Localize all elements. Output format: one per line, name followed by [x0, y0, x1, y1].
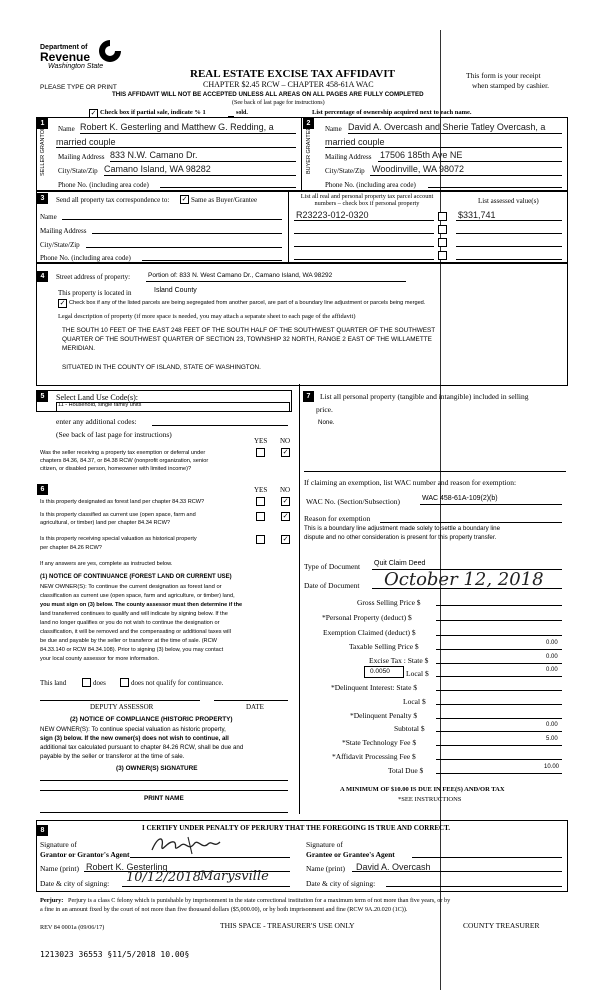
perjury-line-2: a fine in an amount fixed by the court of not more than five thousand dollars ($5,000.00), or by both imprisonment and fine (RCW 9A.20.020 (1C)). — [40, 906, 408, 913]
partial-sale-label: Check box if partial sale, indicate % 1 — [100, 109, 206, 116]
s6-q2-line1: Is this property classified as current use (open space, farm and — [40, 512, 196, 518]
land-use-value: 11 - Household, single family units — [58, 402, 142, 408]
personal-property-checkbox-3[interactable] — [438, 238, 447, 247]
sold-label: sold. — [236, 110, 248, 116]
agency-line3: Washington State — [48, 63, 104, 70]
located-value: Island County — [154, 287, 197, 294]
excise-value: 0.00 — [546, 654, 558, 660]
grantor-sig-label-1: Signature of — [40, 840, 77, 849]
s6-q1-yes-checkbox[interactable] — [256, 497, 265, 506]
processing-fee-label: *Affidavit Processing Fee $ — [332, 752, 416, 761]
section-3-number: 3 — [37, 193, 48, 204]
assessed-value: $331,741 — [458, 210, 496, 220]
s5-q1-line2: chapters 84.36, 84.37, or 84.38 RCW (nonprofit organization, senior — [40, 458, 209, 464]
s6-yes-header: YES — [254, 486, 268, 494]
street-value: Portion of: 833 N. West Camano Dr., Camano Island, WA 98292 — [148, 272, 333, 279]
continuance-line-9: your local county assessor for more information. — [40, 656, 160, 662]
reason-line-1: This is a boundary line adjustment made solely to settle a boundary line — [304, 525, 501, 532]
subtotal-label: Subtotal $ — [394, 724, 425, 733]
buyer-phone-label: Phone No. (including area code) — [325, 181, 416, 189]
total-value: 10.00 — [544, 764, 560, 770]
form-number: REV 84 0001a (09/06/17) — [40, 924, 105, 931]
seller-name-label: Name — [58, 125, 75, 133]
continuance-title: (1) NOTICE OF CONTINUANCE (FOREST LAND OR CURRENT USE) — [40, 574, 232, 580]
section-8-number: 8 — [37, 825, 48, 836]
same-as-buyer-checkbox[interactable]: ✓ — [181, 195, 188, 203]
section-2-number: 2 — [303, 118, 314, 129]
s6-q2-yes-checkbox[interactable] — [256, 512, 265, 521]
grantee-date-label: Date & city of signing: — [306, 879, 376, 888]
certify-statement: I CERTIFY UNDER PENALTY OF PERJURY THAT THE FOREGOING IS TRUE AND CORRECT. — [142, 824, 451, 832]
section-1-number: 1 — [37, 118, 48, 129]
continuance-line-7: be due and payable by the seller or transferor at the time of sale. (RCW — [40, 638, 217, 644]
tech-fee-label: *State Technology Fee $ — [342, 738, 417, 747]
s5-no-header: NO — [280, 437, 291, 445]
wac-label: WAC No. (Section/Subsection) — [306, 497, 400, 506]
s6-if-yes: If any answers are yes, complete as instructed below. — [40, 561, 173, 567]
doc-type-value: Quit Claim Deed — [374, 560, 426, 567]
s6-no-header: NO — [280, 486, 291, 494]
s5-yes-header: YES — [254, 437, 268, 445]
form-subtitle: CHAPTER $2.45 RCW – CHAPTER 458-61A WAC — [203, 80, 374, 89]
parcel-number: R23223-012-0320 — [296, 210, 369, 220]
agency-line1: Department of — [40, 44, 88, 51]
legal-line-2: QUARTER OF THE SOUTHWEST QUARTER OF SECTION 23, TOWNSHIP 32 NORTH, RANGE 2 EAST OF THE WILLAMETTE — [62, 336, 432, 343]
continuance-line-2: classification as current use (open space, farm and agriculture, or timber) land, — [40, 593, 235, 599]
grantor-date-value: 10/12/2018 — [126, 870, 201, 885]
doc-date-label: Date of Document — [304, 581, 360, 590]
list-percentage: List percentage of ownership acquired next to each name. — [312, 109, 472, 116]
buyer-name-value-2: married couple — [325, 137, 385, 147]
seller-grantor-label: SELLER GRANTOR — [40, 125, 46, 176]
continuance-line-5: land no longer qualifies or you do not wish to continue the designation or — [40, 620, 220, 626]
s3-mailing-label: Mailing Address — [40, 227, 87, 235]
treasurer-use-only: THIS SPACE - TREASURER'S USE ONLY — [220, 921, 355, 930]
continuance-line-6: classification, it will be removed and the compensating or additional taxes will — [40, 629, 231, 635]
s5-q1-line1: Was the seller receiving a property tax exemption or deferral under — [40, 450, 206, 456]
subtotal-value: 0.00 — [546, 722, 558, 728]
seller-name-value-2: married couple — [56, 137, 116, 147]
acceptance-warning: THIS AFFIDAVIT WILL NOT BE ACCEPTED UNLESS ALL AREAS ON ALL PAGES ARE FULLY COMPLETED — [112, 91, 424, 98]
reason-label: Reason for exemption — [304, 514, 371, 523]
date-label: DATE — [246, 703, 264, 711]
excise-label: Excise Tax : State $ — [369, 656, 429, 665]
s6-q3-yes-checkbox[interactable] — [256, 535, 265, 544]
grantor-name-label: Name (print) — [40, 864, 79, 873]
continuance-line-1: NEW OWNER(S): To continue the current designation as forest land or — [40, 584, 222, 590]
legal-line-1: THE SOUTH 10 FEET OF THE EAST 248 FEET OF THE SOUTH HALF OF THE SOUTHWEST QUARTER OF THE SOUTHWEST — [62, 327, 436, 334]
personal-property-label: List all personal property (tangible and intangible) included in selling — [320, 392, 529, 401]
personal-property-checkbox-4[interactable] — [438, 251, 447, 260]
wac-value: WAC 458-61A-109(2)(b) — [422, 495, 498, 502]
grantee-sig-label-2: Grantee or Grantee's Agent — [306, 850, 395, 859]
compliance-line-2: sign (3) below. If the new owner(s) does not wish to continue, all — [40, 735, 229, 742]
compliance-line-3: additional tax calculated pursuant to chapter 84.26 RCW, shall be due and — [40, 744, 244, 751]
s5-q1-no-checkbox[interactable]: ✓ — [282, 448, 289, 456]
deputy-assessor-label: DEPUTY ASSESSOR — [90, 703, 154, 711]
receipt-line2: when stamped by cashier. — [472, 81, 550, 90]
seller-name-value: Robert K. Gesterling and Matthew G. Redding, a — [80, 122, 274, 132]
gross-label: Gross Selling Price $ — [357, 598, 421, 607]
buyer-grantee-label: BUYER GRANTEE — [306, 126, 312, 174]
local-label: Local $ — [406, 669, 429, 678]
section-4-number: 4 — [37, 271, 48, 282]
s6-q2-no-checkbox[interactable]: ✓ — [282, 512, 289, 520]
owner-signature-label: (3) OWNER(S) SIGNATURE — [116, 765, 198, 772]
same-as-buyer-label: Same as Buyer/Grantee — [191, 196, 258, 204]
s6-q3-line1: Is this property receiving special valuation as historical property — [40, 536, 197, 542]
s6-q1: Is this property designated as forest land per chapter 84.33 RCW? — [40, 499, 205, 505]
send-correspondence-label: Send all property tax correspondence to: — [56, 196, 170, 204]
doc-type-label: Type of Document — [304, 562, 361, 571]
perjury-label: Perjury: — [40, 897, 64, 904]
section-6-number: 6 — [37, 484, 48, 495]
segregated-checkbox[interactable]: ✓ — [59, 299, 66, 307]
additional-codes-label: enter any additional codes: — [56, 417, 137, 426]
county-treasurer: COUNTY TREASURER — [463, 921, 540, 930]
grantor-city-value: Marysville — [200, 869, 269, 884]
land-does-checkbox[interactable] — [82, 678, 91, 687]
tech-fee-value: 5.00 — [546, 736, 558, 742]
does-not-label: does not qualify for continuance. — [131, 679, 224, 687]
s3-name-label: Name — [40, 213, 57, 221]
personal-property-checkbox-1[interactable] — [438, 212, 447, 221]
column-divider — [299, 384, 300, 814]
seller-mailing-value: 833 N.W. Camano Dr. — [110, 150, 198, 160]
seller-city-value: Camano Island, WA 98282 — [104, 164, 211, 174]
s5-q1-line3: citizen, or disabled person, homeowner with limited income)? — [40, 466, 192, 472]
local-value: 0.00 — [546, 667, 558, 673]
continuance-line-8: 84.33.140 or RCW 84.34.108). Prior to signing (3) below, you may contact — [40, 647, 224, 653]
buyer-city-label: City/State/Zip — [325, 167, 365, 175]
buyer-city-value: Woodinville, WA 98072 — [372, 164, 465, 174]
recording-stamp: 1213023 36553 §11/5/2018 10.00§ — [40, 950, 190, 959]
s5-see-back: (See back of last page for instructions) — [56, 430, 172, 439]
buyer-mailing-value: 17506 185th Ave NE — [380, 150, 463, 160]
located-label: This property is located in — [58, 289, 132, 297]
segregated-label: Check box if any of the listed parcels are being segregated from another parcel, are part of a boundary line adjustment or parcels being merged. — [69, 300, 426, 306]
receipt-line1: This form is your receipt — [466, 71, 541, 80]
personal-property-value: None. — [318, 419, 335, 426]
exemption-claim-label: If claiming an exemption, list WAC number and reason for exemption: — [304, 478, 517, 487]
delinquent-penalty-label: *Delinquent Penalty $ — [350, 711, 418, 720]
grantee-sig-label-1: Signature of — [306, 840, 343, 849]
print-name-label: PRINT NAME — [144, 795, 184, 802]
continuance-line-3: you must sign on (3) below. The county assessor must then determine if the — [40, 602, 243, 608]
s5-q1-yes-checkbox[interactable] — [256, 448, 265, 457]
personal-deduct-label: *Personal Property (deduct) $ — [322, 613, 412, 622]
agency-line2: Revenue — [40, 50, 91, 64]
seller-phone-label: Phone No. (including area code) — [58, 181, 149, 189]
seller-city-label: City/State/Zip — [58, 167, 98, 175]
grantee-name-label: Name (print) — [306, 864, 345, 873]
compliance-line-4: payable by the seller or transferor at the time of sale. — [40, 753, 185, 760]
rate-value: 0.0050 — [370, 668, 390, 675]
taxable-label: Taxable Selling Price $ — [349, 642, 419, 651]
legal-label: Legal description of property (if more space is needed, you may attach a separate sheet to each page of the affidavit) — [58, 313, 356, 320]
s3-phone-label: Phone No. (including area code) — [40, 254, 131, 262]
grantor-sig-label-2: Grantor or Grantor's Agent — [40, 850, 130, 859]
delinquent-local-label: Local $ — [403, 697, 426, 706]
land-does-not-checkbox[interactable] — [120, 678, 129, 687]
grantor-signature — [148, 834, 228, 858]
delinquent-interest-label: *Delinquent Interest: State $ — [331, 683, 418, 692]
s6-q3-no-checkbox[interactable]: ✓ — [282, 535, 289, 543]
s6-q3-line2: per chapter 84.26 RCW? — [40, 545, 102, 551]
buyer-name-label: Name — [325, 125, 342, 133]
buyer-name-value: David A. Overcash and Sherie Tatley Overcash, a — [348, 122, 546, 132]
form-title: REAL ESTATE EXCISE TAX AFFIDAVIT — [190, 68, 395, 80]
perjury-line-1: Perjury is a class C felony which is punishable by imprisonment in the state correctional institution for a maximum term of not more than five years, or by — [68, 897, 451, 904]
assessed-header: List assessed value(s) — [478, 197, 539, 205]
seller-mailing-label: Mailing Address — [58, 153, 105, 161]
buyer-mailing-label: Mailing Address — [325, 153, 372, 161]
type-or-print: PLEASE TYPE OR PRINT — [40, 84, 117, 91]
s6-q2-line2: agricultural, or timber) land per chapter 84.34 RCW? — [40, 520, 170, 526]
land-use-label: Select Land Use Code(s): — [56, 393, 138, 402]
grantor-date-label: Date & city of signing: — [40, 879, 110, 888]
compliance-title: (2) NOTICE OF COMPLIANCE (HISTORIC PROPERTY) — [70, 716, 233, 723]
does-label: does — [93, 679, 106, 687]
s3-city-label: City/State/Zip — [40, 241, 80, 249]
section-7-number: 7 — [303, 391, 314, 402]
partial-sale-checkbox[interactable]: ✓ — [90, 109, 97, 117]
doc-date-value: October 12, 2018 — [384, 569, 544, 590]
logo-swoosh-icon — [96, 38, 124, 66]
minimum-due: A MINIMUM OF $10.00 IS DUE IN FEE(S) AND/OR TAX — [340, 786, 505, 793]
taxable-value: 0.00 — [546, 640, 558, 646]
grantor-name-value: Robert K. Gesterling — [86, 862, 168, 872]
land-does-label: This land — [40, 679, 67, 687]
see-back-instructions: (See back of last page for instructions) — [232, 100, 325, 106]
street-label: Street address of property: — [56, 273, 131, 281]
s6-q1-no-checkbox[interactable]: ✓ — [282, 497, 289, 505]
legal-line-4: SITUATED IN THE COUNTY OF ISLAND, STATE OF WASHINGTON. — [62, 364, 261, 371]
exemption-deduct-label: Exemption Claimed (deduct) $ — [323, 628, 416, 637]
parcel-header: List all real and personal property tax parcel account numbers – check box if personal property — [300, 193, 434, 207]
grantee-name-value: David A. Overcash — [356, 862, 431, 872]
section-5-number: 5 — [37, 391, 48, 402]
personal-property-checkbox-2[interactable] — [438, 225, 447, 234]
personal-property-label-2: price. — [316, 405, 333, 414]
see-instructions: *SEE INSTRUCTIONS — [398, 796, 462, 803]
total-label: Total Due $ — [388, 766, 424, 775]
compliance-line-1: NEW OWNER(S): To continue special valuation as historic property, — [40, 726, 226, 733]
continuance-line-4: land transferred continues to qualify and will indicate by signing below. If the — [40, 611, 228, 617]
reason-line-2: dispute and no other consideration is present for this property transfer. — [304, 534, 497, 541]
legal-line-3: MERIDIAN. — [62, 345, 96, 352]
